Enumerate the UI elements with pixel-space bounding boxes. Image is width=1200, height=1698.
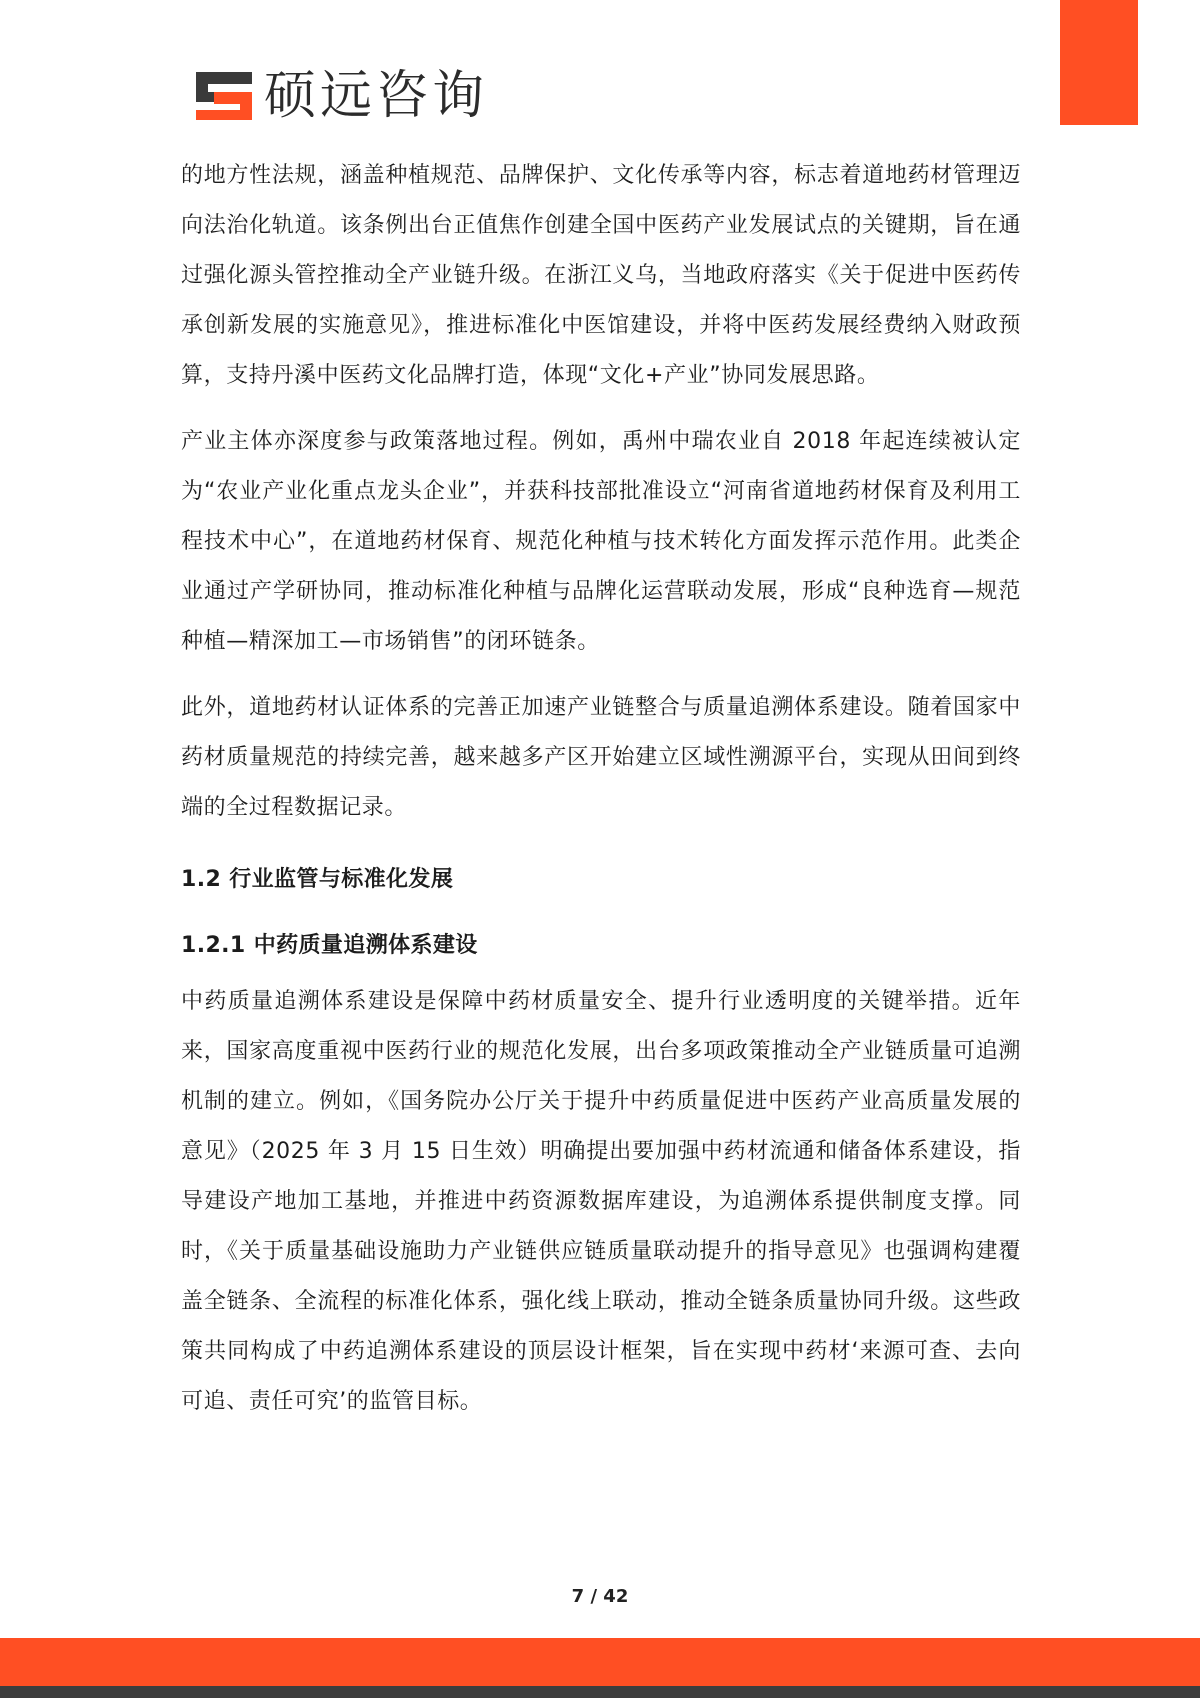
section-heading: 1.2 行业监管与标准化发展 [181,867,454,892]
paragraph-industry-participation: 产业主体亦深度参与政策落地过程。例如，禹州中瑞农业自 2018 年起连续被认定为“农业产业化重点龙头企业”，并获科技部批准设立“河南省道地药材保育及利用工程技术中心”，在道地药材保育、规范化种植与技术转化方面发挥示范作用。此类企业通过产学研协同，推动标准化种植与品牌化运营联动发展，形成“良种选育—规范种植—精深加工—市场销售”的闭环链条。 [181,429,1021,654]
footer-dark-line [0,1686,1200,1698]
s-mark-logo-icon [196,68,252,124]
paragraph-traceability-system: 中药质量追溯体系建设是保障中药材质量安全、提升行业透明度的关键举措。近年来，国家高度重视中医药行业的规范化发展，出台多项政策推动全产业链质量可追溯机制的建立。例如，《国务院办公厅关于提升中药质量促进中医药产业高质量发展的意见》（2025 年 3 月 15 日生效）明确提出要加强中药材流通和储备体系建设，指导建设产地加工基地，并推进中药资源数据库建设，为追溯体系提供制度支撑。同时，《关于质量基础设施助力产业链供应链质量联动提升的指导意见》也强调构建覆盖全链条、全流程的标准化体系，强化线上联动，推动全链条质量协同升级。这些政策共同构成了中药追溯体系建设的顶层设计框架，旨在实现中药材‘来源可查、去向可追、责任可究’的监管目标。 [181,989,1021,1414]
footer-accent-bar [0,1638,1200,1686]
brand-name: 硕远咨询 [264,66,489,126]
paragraph-local-regulations: 的地方性法规，涵盖种植规范、品牌保护、文化传承等内容，标志着道地药材管理迈向法治化轨道。该条例出台正值焦作创建全国中医药产业发展试点的关键期，旨在通过强化源头管控推动全产业链升级。在浙江义乌，当地政府落实《关于促进中医药传承创新发展的实施意见》，推进标准化中医馆建设，并将中医药发展经费纳入财政预算，支持丹溪中医药文化品牌打造，体现“文化+产业”协同发展思路。 [181,163,1021,388]
paragraph-certification-system: 此外，道地药材认证体系的完善正加速产业链整合与质量追溯体系建设。随着国家中药材质量规范的持续完善，越来越多产区开始建立区域性溯源平台，实现从田间到终端的全过程数据记录。 [181,695,1021,820]
subsection-heading: 1.2.1 中药质量追溯体系建设 [181,933,478,958]
corner-accent-tab [1060,0,1138,125]
brand-logo [196,66,488,126]
document-body [181,151,1021,1427]
page-number: 7 / 42 [571,1586,629,1607]
